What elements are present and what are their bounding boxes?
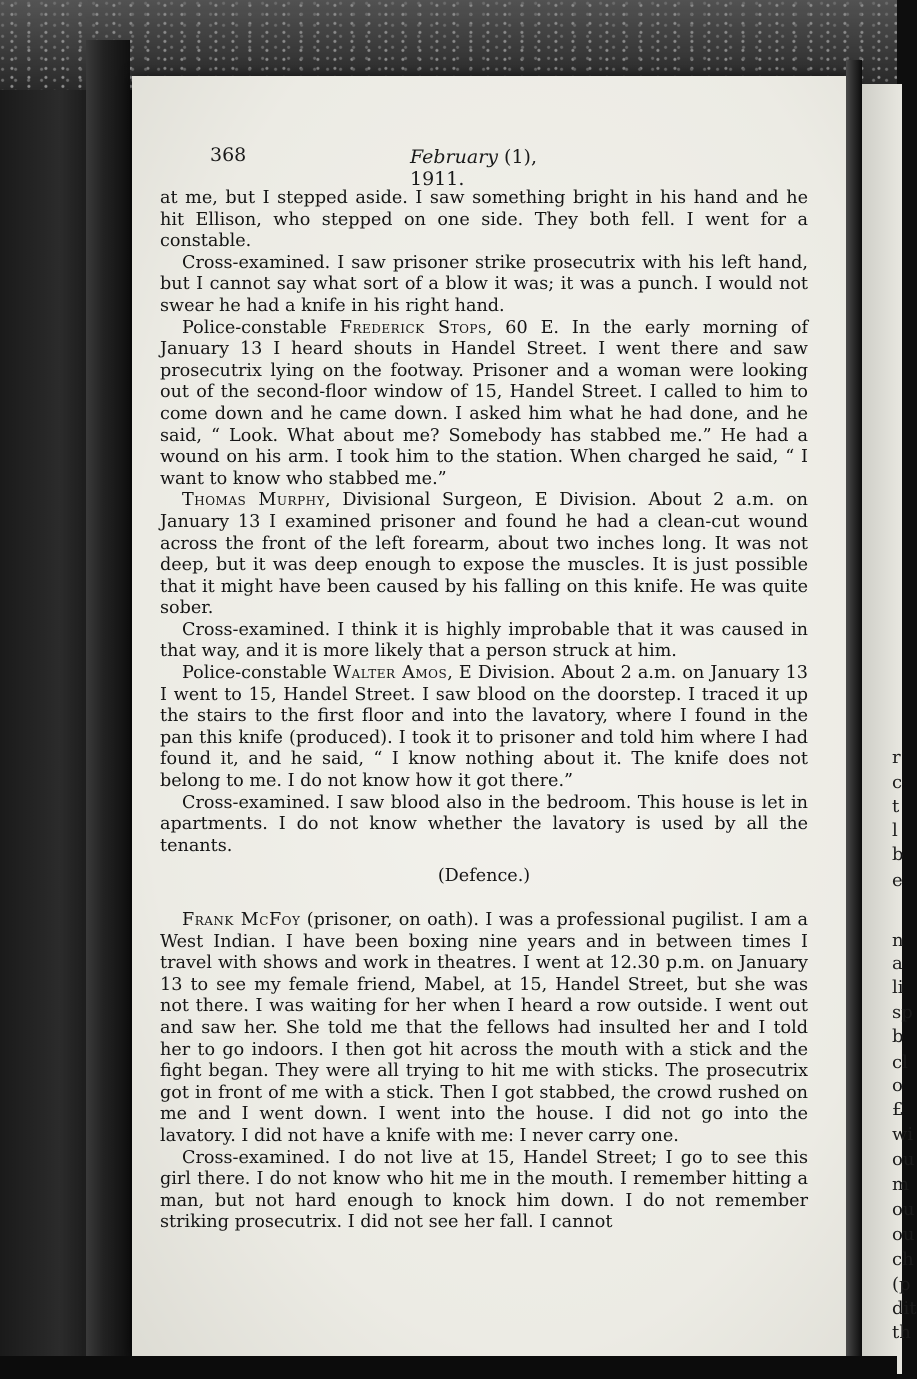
book-binding-edge — [86, 40, 130, 1360]
facing-page-fragment: ou — [892, 1149, 915, 1170]
facing-page-fragment: ou — [892, 1224, 915, 1245]
facing-page-fragment: b — [892, 1026, 904, 1047]
facing-page-fragment: (p — [892, 1274, 911, 1295]
facing-page-fragment: li — [892, 977, 904, 998]
paragraph-text: Cross-examined. I saw prisoner strike prosecutrix with his left hand, but I cannot say what sort of a blow it was; it was a punch. I would not swear he had a knife in his right hand. — [160, 252, 808, 316]
paragraph-text: Cross-examined. I saw blood also in the bedroom. This house is let in apartments. I do not know whether the lavatory is used by all the tenants. — [160, 792, 808, 856]
witness-name: Walter Amos — [332, 663, 448, 684]
paragraph-text: at me, but I stepped aside. I saw something bright in his hand and he hit Ellison, who stepped on one side. They both fell. I went for a constable. — [160, 188, 808, 252]
facing-page-fragment: r — [892, 747, 901, 768]
running-title-date: (1), 1911. — [410, 146, 538, 190]
paragraph-text: , Divisional Surgeon, E Division. About 2 a.m. on January 13 I examined prisoner and found he had a clean-cut wound across the front of the left forearm, about two inches long. It was not deep, but it was deep enough to expose the muscles. It is just possible that it might have been caused by his falling on this knife. He was quite sober. — [160, 490, 808, 619]
facing-page-fragment: wi — [892, 1124, 914, 1145]
facing-page-fragment: n — [892, 930, 904, 951]
paragraph — [160, 793, 808, 858]
paragraph — [160, 490, 808, 620]
paragraph-text: Cross-examined. I think it is highly improbable that it was caused in that way, and it is more likely that a person struck at him. — [160, 619, 808, 662]
facing-page-fragment: b — [892, 844, 904, 865]
paragraph-text: Cross-examined. I do not live at 15, Handel Street; I go to see this girl there. I do not know who hit me in the mouth. I remember hitting a man, but not hard enough to knock him down. I do not remember striking prosecutrix. I did not see her fall. I cannot — [160, 1147, 808, 1233]
facing-page-fragment: o — [892, 1075, 903, 1096]
running-title — [410, 146, 590, 190]
paragraph-text: (prisoner, on oath). I was a professional pugilist. I am a West Indian. I have been boxing nine years and in between times I travel with shows and work in theatres. I went at 12.30 p.m. on January 13 to see my female friend, Mabel, at 15, Handel Street, but she was not there. I was waiting for her when I heard a row outside. I went out and saw her. She told me that the fellows had insulted her and I told her to go indoors. I then got hit across the mouth with a stick and the fight began. They were all trying to hit me with sticks. The prosecutrix got in front of me with a stick. Then I got stabbed, the crowd rushed on me and I went down. I went into the house. I did not go into the lavatory. I did not have a knife with me: I never carry one. — [160, 910, 808, 1146]
facing-page-fragment: m — [892, 1174, 910, 1195]
paragraph-text: , 60 E. In the early morning of January 13 I heard shouts in Handel Street. I went there and saw prosecutrix lying on the footway. Prisoner and a woman were looking out of the second-floor window of 15, Handel Street. I called to him to come down and he came down. I asked him what he had done, and he said, “ Look. What about me? Somebody has stabbed me.” He had a wound on his arm. I took him to the station. When charged he said, “ I want to know who stabbed me.” — [160, 317, 808, 489]
paragraph — [160, 253, 808, 318]
facing-page-fragment: e — [892, 870, 903, 891]
running-head — [210, 144, 590, 190]
paragraph — [160, 188, 808, 253]
facing-page-fragment: th — [892, 1322, 911, 1343]
facing-page-fragment: dit — [892, 1298, 917, 1319]
facing-page-fragment: £ — [892, 1099, 904, 1120]
witness-name: Thomas Murphy — [182, 490, 326, 511]
witness-name: Frank McFoy — [182, 910, 301, 930]
paragraph — [160, 318, 808, 491]
facing-page-fragment: l — [892, 820, 898, 841]
section-heading: (Defence.) — [437, 866, 531, 887]
facing-page-fragment: sp — [892, 1002, 913, 1023]
facing-page-fragment: c — [892, 772, 903, 793]
scanner-bottom-edge — [0, 1356, 897, 1379]
paragraph — [160, 620, 808, 663]
page-number: 368 — [210, 144, 247, 166]
facing-page-fragment: a — [892, 953, 903, 974]
paragraph — [160, 910, 808, 1148]
paragraph — [160, 1148, 808, 1234]
facing-page-fragment: cl — [892, 1052, 908, 1073]
facing-page-fragment: t — [892, 796, 900, 817]
facing-page-fragment: ch — [892, 1249, 914, 1270]
paragraph-lead: Police-constable — [182, 663, 333, 684]
paragraph — [160, 663, 808, 793]
body-text — [160, 188, 808, 1234]
facing-page-fragment: ou — [892, 1199, 915, 1220]
witness-name: Frederick Stops — [339, 317, 487, 338]
paragraph-text: , E Division. About 2 a.m. on January 13 I went to 15, Handel Street. I saw blood on the doorstep. I traced it up the stairs to the first floor and into the lavatory, where I found in the pan this knife (produced). I took it to prisoner and told him where I had found it, and he said, “ I know nothing about it. The knife does not belong to me. I do not know how it got there.” — [160, 663, 808, 792]
running-title-month: February — [410, 146, 499, 168]
paragraph-lead: Police-constable — [182, 317, 340, 338]
book-gutter — [846, 60, 862, 1360]
facing-page-edge — [862, 84, 917, 1374]
